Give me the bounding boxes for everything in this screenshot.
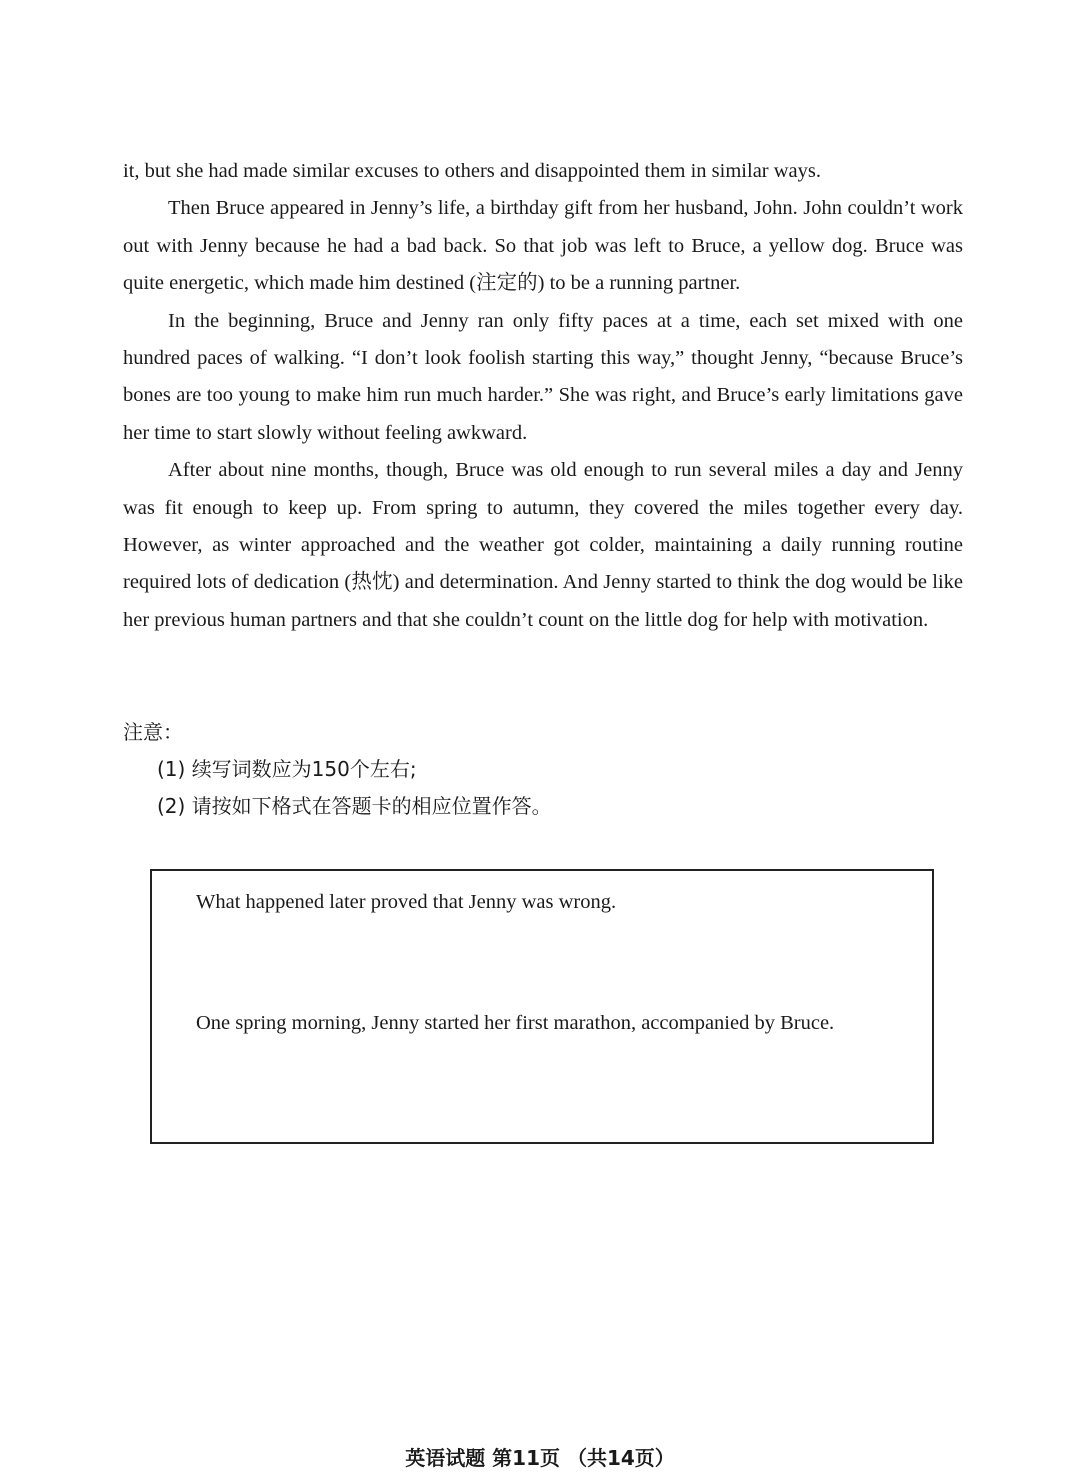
continuation-prompt-1: What happened later proved that Jenny was wrong. [196,891,617,913]
passage-paragraph-2: Then Bruce appeared in Jenny’s life, a birthday gift from her husband, John. John couldn’t work out with Jenny because he had a bad back. So that job was left to Bruce, a yellow dog. Bruce was quite energetic, which made him destined (注定的) to be a running partner. [123,197,963,295]
note-item-2: (2) 请按如下格式在答题卡的相应位置作答。 [157,794,552,818]
answer-format-box [150,869,934,1144]
passage-paragraph-3: In the beginning, Bruce and Jenny ran only fifty paces at a time, each set mixed with one hundred paces of walking. “I don’t look foolish starting this way,” thought Jenny, “because Bruce’s bones are too young to make him run much harder.” She was right, and Bruce’s early limitations gave her time to start slowly without feeling awkward. [123,309,963,444]
notes-section [123,714,963,825]
note-item-1: (1) 续写词数应为150个左右; [157,757,417,781]
story-passage [123,153,963,639]
passage-paragraph-1: it, but she had made similar excuses to others and disappointed them in similar ways. [123,160,822,182]
page-footer: 英语试题 第11页 （共14页） [405,1446,675,1470]
continuation-prompt-2: One spring morning, Jenny started her first marathon, accompanied by Bruce. [196,1012,835,1034]
passage-paragraph-4: After about nine months, though, Bruce was old enough to run several miles a day and Jenny was fit enough to keep up. From spring to autumn, they covered the miles together every day. However, as winter approached and the weather got colder, maintaining a daily running routine required lots of dedication (热忱) and determination. And Jenny started to think the dog would be like her previous human partners and that she couldn’t count on the little dog for help with motivation. [123,459,963,631]
notes-heading: 注意： [123,720,183,744]
